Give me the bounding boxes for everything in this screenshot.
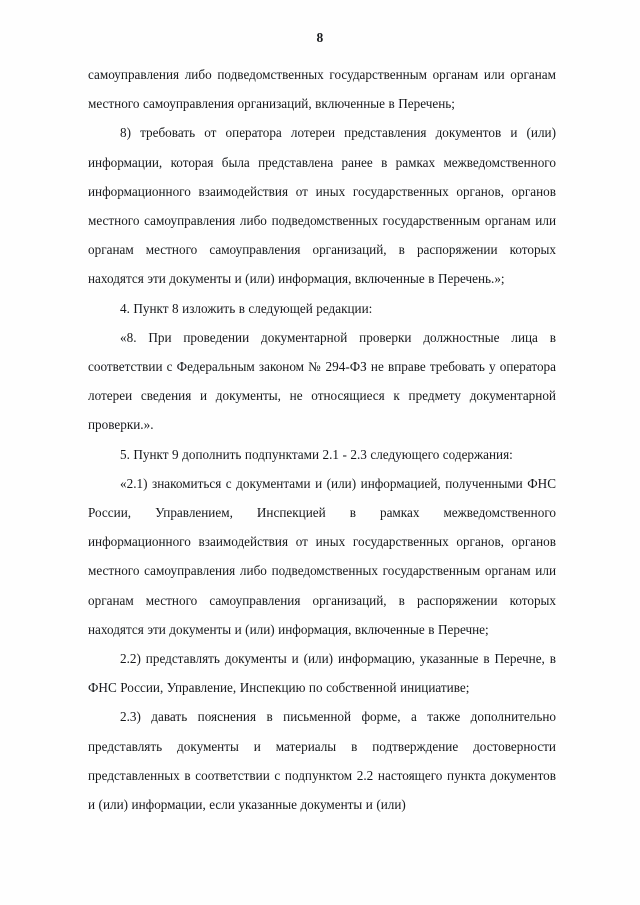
paragraph: 2.2) представлять документы и (или) информацию, указанные в Перечне, в ФНС России, Управление, Инспекцию по собственной инициативе;: [88, 651, 556, 696]
paragraph: самоуправления либо подведомственных государственным органам или органам местного самоуправления организаций, включенные в Перечень;: [88, 67, 556, 112]
document-body: [88, 60, 556, 819]
paragraph: 8) требовать от оператора лотереи представления документов и (или) информации, которая была представлена ранее в рамках межведомственного информационного взаимодействия от иных государственных органов, органов местного самоуправления либо подведомственных государственным органам или органам местного самоуправления организаций, в распоряжении которых находятся эти документы и (или) информация, включенные в Перечень.»;: [88, 125, 556, 287]
paragraph: 2.3) давать пояснения в письменной форме, а также дополнительно представлять документы и материалы в подтверждение достоверности представленных в соответствии с подпунктом 2.2 настоящего пункта документов и (или) информации, если указанные документы и (или): [88, 709, 556, 813]
page-number: 8: [316, 30, 324, 45]
paragraph: «8. При проведении документарной проверки должностные лица в соответствии с Федеральным законом № 294-ФЗ не вправе требовать у оператора лотереи сведения и документы, не относящиеся к предмету документарной проверки.».: [88, 329, 556, 433]
paragraph: 4. Пункт 8 изложить в следующей редакции:: [120, 300, 373, 316]
paragraph: 5. Пункт 9 дополнить подпунктами 2.1 - 2.3 следующего содержания:: [120, 446, 513, 462]
paragraph: «2.1) знакомиться с документами и (или) информацией, полученными ФНС России, Управлением, Инспекцией в рамках межведомственного информационного взаимодействия от иных государственных органов, органов местного самоуправления либо подведомственных государственным органам или органам местного самоуправления организаций, в распоряжении которых находятся эти документы и (или) информация, включенные в Перечне;: [88, 475, 556, 637]
